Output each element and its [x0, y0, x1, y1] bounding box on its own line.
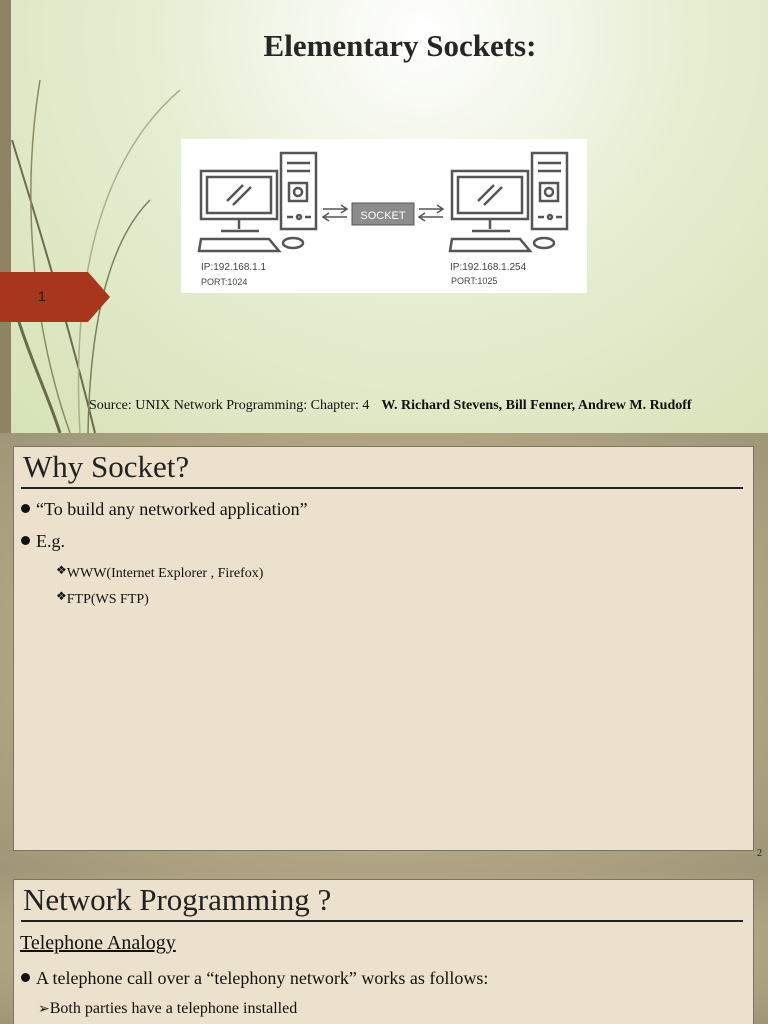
content-panel	[13, 446, 754, 851]
left-port-label: PORT:1024	[201, 277, 248, 287]
bullet-text: E.g.	[36, 531, 65, 551]
slide-heading: Why Socket?	[23, 449, 190, 484]
slide-number-tab-shape	[0, 272, 110, 322]
right-port-label: PORT:1025	[451, 276, 498, 286]
sub-bullet-item	[38, 1000, 297, 1018]
subheading: Telephone Analogy	[20, 932, 176, 954]
bullet-item	[21, 531, 65, 552]
sub-bullet-text: WWW(Internet Explorer , Firefox)	[66, 566, 264, 581]
slide-heading: Network Programming ?	[23, 882, 332, 917]
arrow-bullet-icon: ➢	[38, 1002, 50, 1017]
socket-diagram	[181, 139, 587, 293]
slide-1	[0, 0, 768, 433]
sub-bullet-item	[56, 563, 263, 582]
slide-number-tab	[0, 272, 110, 322]
heading-rule	[21, 920, 743, 922]
sub-bullet-item	[56, 589, 149, 608]
socket-diagram-graphic	[181, 139, 587, 293]
sub-bullet-text: FTP(WS FTP)	[66, 592, 149, 607]
bullet-text: “To build any networked application”	[36, 499, 308, 519]
right-ip-label: IP:192.168.1.254	[450, 262, 527, 273]
bullet-dot-icon	[21, 504, 30, 513]
bullet-item	[21, 968, 488, 989]
left-ip-label: IP:192.168.1.1	[201, 262, 267, 273]
slide-3	[0, 871, 768, 1024]
bullet-dot-icon	[21, 973, 30, 982]
heading-rule	[21, 487, 743, 489]
authors-text: W. Richard Stevens, Bill Fenner, Andrew M. Rudoff	[381, 398, 692, 413]
source-text: Source: UNIX Network Programming: Chapter: 4	[89, 398, 370, 413]
bullet-text: A telephone call over a “telephony network” works as follows:	[36, 968, 489, 988]
diamond-bullet-icon: ❖	[56, 563, 67, 577]
slide-2	[0, 433, 768, 871]
sub-bullet-text: Both parties have a telephone installed	[49, 1000, 298, 1017]
bullet-item	[21, 499, 308, 520]
diamond-bullet-icon: ❖	[56, 589, 67, 603]
source-citation	[89, 398, 692, 414]
slide-number: 1	[38, 288, 46, 304]
bullet-dot-icon	[21, 536, 30, 545]
page-number: 2	[757, 848, 762, 859]
socket-label: SOCKET	[360, 210, 406, 222]
right-computer-icon	[450, 153, 567, 251]
left-computer-icon	[199, 153, 316, 251]
slide-title: Elementary Sockets:	[263, 28, 537, 63]
content-panel	[13, 879, 754, 1024]
